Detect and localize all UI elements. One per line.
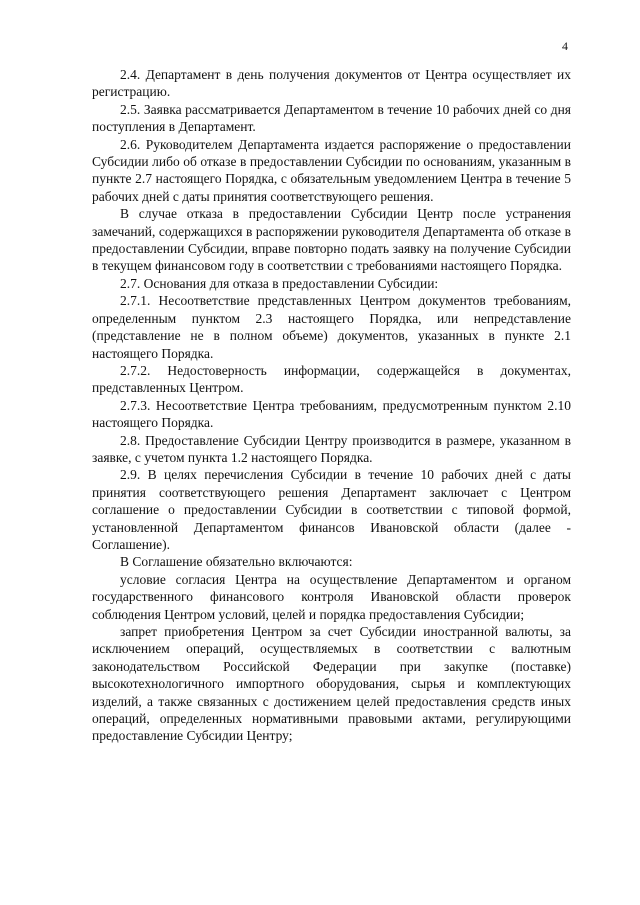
paragraph-consent-condition: условие согласия Центра на осуществление Департаментом и органом государственного финансового контроля Ивановской области проверок соблюдения Центром условий, целей и порядка предоставления Субсидии; [92, 571, 571, 622]
document-body [92, 66, 571, 745]
paragraph-agreement-includes: В Соглашение обязательно включаются: [120, 554, 353, 570]
paragraph-currency-prohibition: запрет приобретения Центром за счет Субсидии иностранной валюты, за исключением операций, осуществляемых в соответствии с валютным законодательством Российской Федерации при закупке (поставке) высокотехнологичного импортного оборудования, сырья и комплектующих изделий, а также связанных с достижением целей предоставления средств иных операций, определенных нормативными правовыми актами, регулирующими предоставление Субсидии Центру; [92, 624, 571, 744]
paragraph-2-7-3: 2.7.3. Несоответствие Центра требованиям, предусмотренным пунктом 2.10 настоящего Порядка. [92, 397, 571, 431]
paragraph-2-7: 2.7. Основания для отказа в предоставлении Субсидии: [120, 275, 439, 291]
page-number: 4 [562, 39, 568, 53]
paragraph-2-8: 2.8. Предоставление Субсидии Центру производится в размере, указанном в заявке, с учетом пункта 1.2 настоящего Порядка. [92, 432, 571, 465]
paragraph-2-7-2: 2.7.2. Недостоверность информации, содержащейся в документах, представленных Центром. [92, 362, 571, 396]
paragraph-2-4: 2.4. Департамент в день получения документов от Центра осуществляет их регистрацию. [92, 67, 571, 100]
paragraph-2-5: 2.5. Заявка рассматривается Департаментом в течение 10 рабочих дней со дня поступления в Департамент. [92, 101, 571, 135]
paragraph-refusal-resubmission: В случае отказа в предоставлении Субсидии Центр после устранения замечаний, содержащихся в распоряжении руководителя Департамента об отказе в предоставлении Субсидии, вправе повторно подать заявку на получение Субсидии в текущем финансовом году в соответствии с требованиями настоящего Порядка. [92, 206, 571, 274]
paragraph-2-6: 2.6. Руководителем Департамента издается распоряжение о предоставлении Субсидии либо об отказе в предоставлении Субсидии по основаниям, указанным в пункте 2.7 настоящего Порядка, с обязательным уведомлением Центра в течение 5 рабочих дней с даты принятия соответствующего решения. [92, 136, 571, 204]
paragraph-2-9: 2.9. В целях перечисления Субсидии в течение 10 рабочих дней с даты принятия соответствующего решения Департамент заключает с Центром соглашение о предоставлении Субсидии в соответствии с типовой формой, установленной Департаментом финансов Ивановской области (далее - Соглашение). [92, 467, 571, 552]
paragraph-2-7-1: 2.7.1. Несоответствие представленных Центром документов требованиям, определенным пунктом 2.3 настоящего Порядка, или непредставление (представление не в полном объеме) документов, указанных в пункте 2.1 настоящего Порядка. [92, 293, 571, 361]
